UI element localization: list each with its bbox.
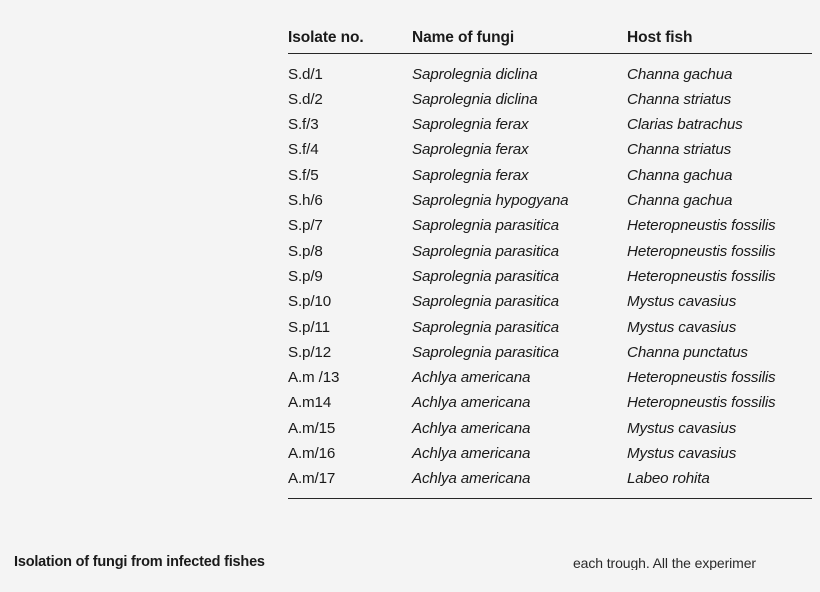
cell-host: Heteropneustis fossilis [627, 217, 776, 235]
cell-isolate: A.m/17 [288, 470, 336, 488]
cell-fungi: Saprolegnia ferax [412, 166, 529, 184]
table-row [288, 441, 812, 466]
cell-isolate: A.m14 [288, 394, 332, 412]
cell-fungi: Saprolegnia parasitica [412, 242, 559, 260]
table-row [288, 340, 812, 365]
cell-fungi: Achlya americana [412, 419, 531, 437]
cell-host: Mystus cavasius [627, 419, 737, 437]
cell-fungi: Saprolegnia diclina [412, 65, 538, 83]
cell-isolate: S.d/1 [288, 65, 323, 83]
table-row [288, 289, 812, 314]
table-row [288, 112, 812, 137]
cell-host: Channa gachua [627, 65, 733, 83]
cell-isolate: S.f/4 [288, 141, 319, 159]
cell-host: Mystus cavasius [627, 445, 737, 462]
cell-isolate: S.d/2 [288, 90, 323, 108]
fungi-isolate-table [288, 30, 812, 499]
cell-isolate: S.p/9 [288, 267, 323, 285]
cell-host: Labeo rohita [627, 470, 710, 488]
table-row [288, 390, 812, 415]
column-header-isolate-no: Isolate no. [288, 29, 364, 46]
cell-fungi: Saprolegnia ferax [412, 116, 529, 134]
cell-host: Mystus cavasius [627, 318, 737, 336]
column-header-name-of-fungi: Name of fungi [412, 29, 515, 46]
cell-isolate: S.p/12 [288, 343, 332, 361]
table-row [288, 466, 812, 498]
cell-isolate: A.m/15 [288, 419, 336, 437]
table-row [288, 239, 812, 264]
cell-fungi: Saprolegnia hypogyana [412, 192, 569, 210]
cell-isolate: S.h/6 [288, 192, 323, 210]
table-row [288, 264, 812, 289]
cell-fungi: Saprolegnia parasitica [412, 267, 559, 285]
table-row [288, 188, 812, 213]
cell-host: Heteropneustis fossilis [627, 369, 776, 387]
cell-fungi: Saprolegnia parasitica [412, 318, 559, 336]
footer-band [0, 545, 820, 592]
table-row [288, 163, 812, 188]
cell-host: Heteropneustis fossilis [627, 242, 776, 260]
table-body [288, 53, 812, 498]
table-row [288, 53, 812, 87]
table-row [288, 213, 812, 238]
cell-host: Channa gachua [627, 192, 733, 210]
fungi-isolate-table-figure [288, 30, 812, 499]
cell-isolate: S.p/8 [288, 242, 323, 260]
column-header-host-fish: Host fish [627, 29, 693, 46]
cell-host: Channa striatus [627, 141, 732, 159]
cell-isolate: S.p/11 [288, 318, 330, 336]
cell-host: Heteropneustis fossilis [627, 267, 776, 285]
table-row [288, 137, 812, 162]
cell-isolate: A.m/16 [288, 445, 336, 462]
cell-host: Clarias batrachus [627, 116, 743, 134]
cell-host: Channa punctatus [627, 343, 748, 361]
cell-isolate: S.f/3 [288, 116, 319, 134]
cell-fungi: Achlya americana [412, 369, 531, 387]
cell-fungi: Saprolegnia ferax [412, 141, 529, 159]
cell-host: Mystus cavasius [627, 293, 737, 311]
table-row [288, 87, 812, 112]
cell-fungi: Achlya americana [412, 394, 531, 412]
cell-isolate: S.p/10 [288, 293, 332, 311]
cell-fungi: Saprolegnia parasitica [412, 293, 559, 311]
cell-host: Heteropneustis fossilis [627, 394, 776, 412]
table-row [288, 314, 812, 339]
footer-body-text-fragment: each trough. All the experimer [573, 556, 756, 570]
table-header [288, 30, 812, 53]
cell-fungi: Saprolegnia parasitica [412, 217, 559, 235]
table-row [288, 365, 812, 390]
table-row [288, 416, 812, 441]
table-header-row [288, 30, 812, 53]
cell-isolate: A.m /13 [288, 369, 340, 387]
cell-isolate: S.f/5 [288, 166, 319, 184]
cell-fungi: Achlya americana [412, 470, 531, 488]
cell-fungi: Saprolegnia diclina [412, 90, 538, 108]
cell-host: Channa striatus [627, 90, 732, 108]
footer-section-heading: Isolation of fungi from infected fishes [14, 554, 265, 570]
cell-fungi: Saprolegnia parasitica [412, 343, 559, 361]
cell-fungi: Achlya americana [412, 445, 531, 462]
cell-isolate: S.p/7 [288, 217, 323, 235]
cell-host: Channa gachua [627, 166, 733, 184]
